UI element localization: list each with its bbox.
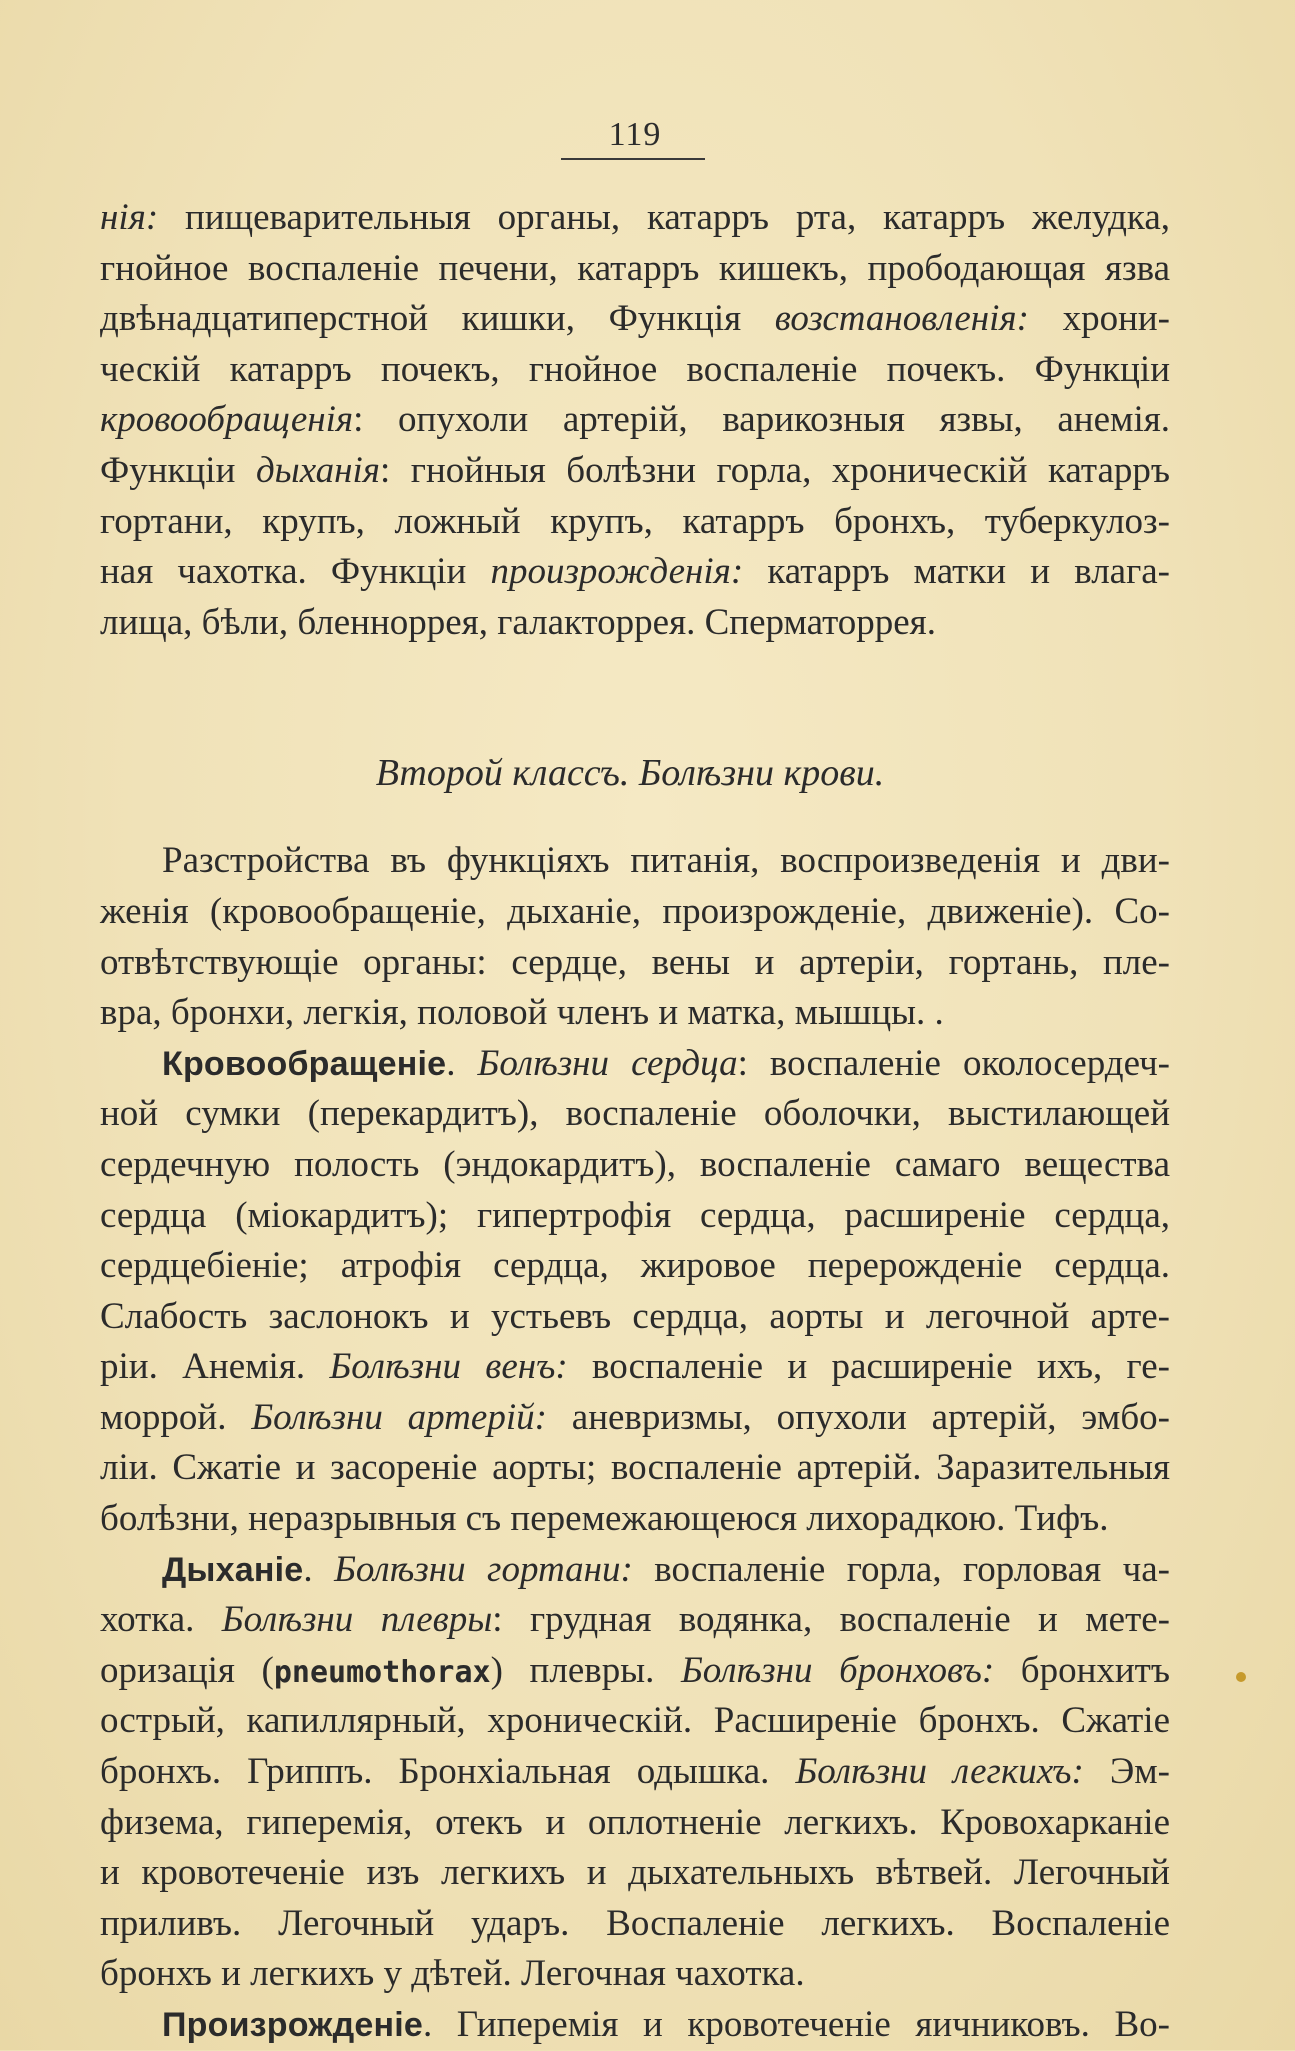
text-line: сердца (міокардитъ); гипертрофія сердца, расширеніе сердца, xyxy=(100,1194,1170,1236)
text-line: ческій катарръ почекъ, гнойное воспаленіе почекъ. Функціи xyxy=(100,348,1170,390)
paper-speck xyxy=(1236,1672,1246,1682)
text-line: болѣзни, неразрывныя съ перемежающеюся лихорадкою. Тифъ. xyxy=(100,1498,1109,1540)
text-line: Дыханіе. Болѣзни гортани: воспаленіе горла, горловая ча- xyxy=(162,1548,1170,1590)
text-line: женія (кровообращеніе, дыханіе, произрожденіе, движеніе). Со- xyxy=(100,890,1170,932)
bold-heading: Произрожденіе xyxy=(162,2006,423,2044)
text-line: сердечную полость (эндокардитъ), воспаленіе самаго вещества xyxy=(100,1143,1170,1185)
text-line: оризація (pneumothorax) плевры. Болѣзни бронховъ: бронхитъ xyxy=(100,1649,1170,1691)
paragraph-circulation xyxy=(100,1039,1170,1545)
text-line: гнойное воспаленіе печени, катарръ кишекъ, прободающая язва xyxy=(100,247,1170,289)
text-line: физема, гиперемія, отекъ и оплотненіе легкихъ. Кровохарканіе xyxy=(100,1801,1170,1843)
text-line: Слабость заслонокъ и устьевъ сердца, аорты и легочной арте- xyxy=(100,1295,1170,1337)
latin-term: pneumothorax xyxy=(273,1654,491,1690)
paragraph-intro xyxy=(100,836,1170,1038)
text-line: двѣнадцатиперстной кишки, Функція возстановленія: хрони- xyxy=(100,298,1170,340)
text-line: Разстройства въ функціяхъ питанія, воспроизведенія и дви- xyxy=(162,840,1170,882)
italic-term: возстановленія: xyxy=(774,298,1029,340)
italic-term: нія: xyxy=(100,197,159,238)
italic-term: Болѣзни артерій: xyxy=(251,1396,547,1438)
text-line: хотка. Болѣзни плевры: грудная водянка, воспаленіе и мете- xyxy=(100,1599,1170,1641)
text-line: ной сумки (перекардитъ), воспаленіе оболочки, выстилающей xyxy=(100,1093,1170,1135)
text-line: ріи. Анемія. Болѣзни венъ: воспаленіе и расширеніе ихъ, ге- xyxy=(100,1346,1170,1388)
paragraph-reproduction xyxy=(100,2000,1170,2051)
text-line: острый, капиллярный, хроническій. Расширеніе бронхъ. Сжатіе xyxy=(100,1700,1170,1742)
text-line: Произрожденіе. Гиперемія и кровотеченіе яичниковъ. Во- xyxy=(162,2004,1170,2045)
italic-term: Болѣзни гортани: xyxy=(334,1548,633,1590)
text-line: приливъ. Легочный ударъ. Воспаленіе легкихъ. Воспаленіе xyxy=(100,1902,1170,1944)
text-line: Функціи дыханія: гнойныя болѣзни горла, хроническій катарръ xyxy=(100,449,1171,491)
italic-term: Болѣзни легкихъ: xyxy=(795,1751,1084,1793)
italic-term: Болѣзни сердца xyxy=(477,1042,738,1084)
italic-term: произрожденія: xyxy=(490,551,744,593)
text-line: ліи. Сжатіе и засореніе аорты; воспаленіе артерій. Заразительныя xyxy=(100,1447,1170,1489)
paragraph-respiration xyxy=(100,1545,1170,2000)
text-line: и кровотеченіе изъ легкихъ и дыхательныхъ вѣтвей. Легочный xyxy=(100,1852,1170,1894)
text-line: Кровообращеніе. Болѣзни сердца: воспаленіе околосердеч- xyxy=(162,1042,1171,1084)
spacer xyxy=(100,802,1170,836)
header-rule xyxy=(561,158,705,160)
italic-term: дыханія xyxy=(255,449,380,491)
text-line: отвѣтствующіе органы: сердце, вены и артеріи, гортань, пле- xyxy=(100,941,1170,983)
text-line: лища, бѣли, бленноррея, галакторрея. Сперматоррея. xyxy=(100,601,936,643)
page-body xyxy=(100,193,1170,2051)
bold-heading: Кровообращеніе xyxy=(162,1044,447,1083)
spacer xyxy=(100,648,1170,744)
text-line: моррой. Болѣзни артерій: аневризмы, опухоли артерій, эмбо- xyxy=(100,1396,1170,1438)
italic-term: Болѣзни бронховъ: xyxy=(680,1649,995,1691)
text-line: бронхъ и легкихъ у дѣтей. Легочная чахотка. xyxy=(100,1953,805,1995)
italic-term: Болѣзни венъ: xyxy=(329,1346,568,1388)
text-line: гортани, крупъ, ложный крупъ, катарръ бронхъ, туберкулоз- xyxy=(100,500,1170,542)
text-line: вра, бронхи, легкія, половой членъ и матка, мышцы. . xyxy=(100,992,944,1034)
text-line: кровообращенія: опухоли артерій, варикозныя язвы, анемія. xyxy=(100,399,1170,441)
text-line: ная чахотка. Функціи произрожденія: катарръ матки и влага- xyxy=(100,551,1170,593)
text-line: бронхъ. Гриппъ. Бронхіальная одышка. Болѣзни легкихъ: Эм- xyxy=(100,1751,1170,1793)
italic-term: кровообращенія xyxy=(100,399,354,441)
paragraph-continuation xyxy=(100,193,1170,648)
text-line: нія: пищеварительныя органы, катарръ рта, катарръ желудка, xyxy=(100,197,1170,238)
page-number: 119 xyxy=(608,116,662,153)
text-line: сердцебіеніе; атрофія сердца, жировое перерожденіе сердца. xyxy=(100,1245,1170,1287)
section-heading: Второй классъ. Болѣзни крови. xyxy=(375,752,885,795)
bold-heading: Дыханіе xyxy=(162,1550,304,1589)
italic-term: Болѣзни плевры xyxy=(221,1599,493,1641)
